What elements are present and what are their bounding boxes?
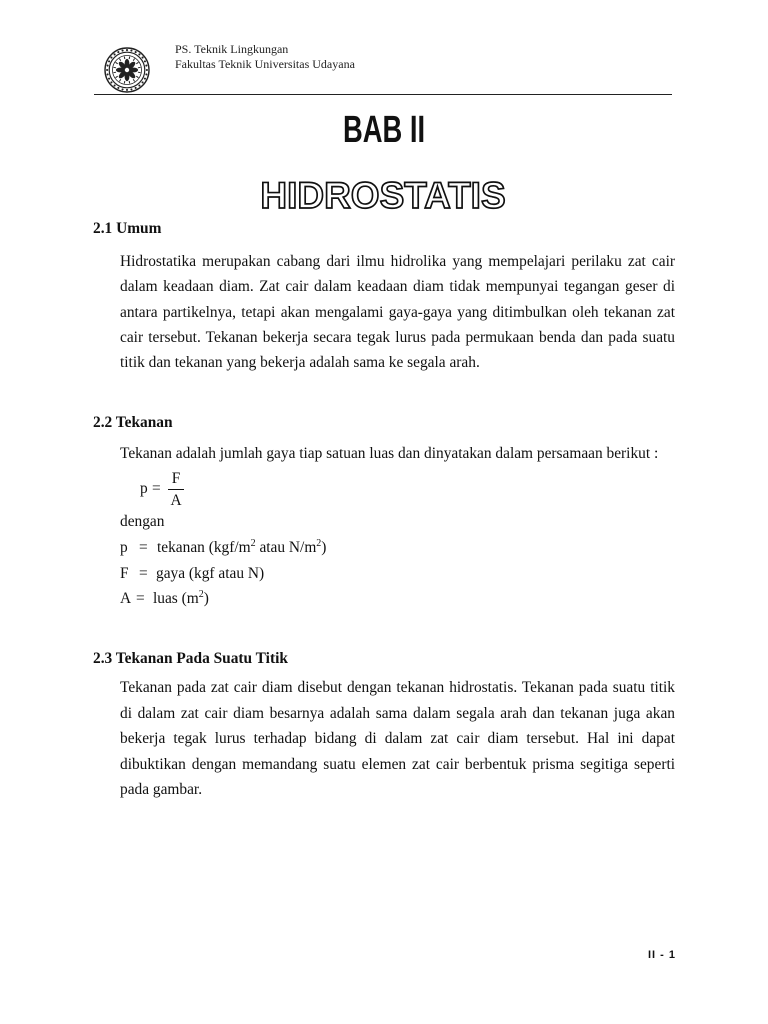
seal-ring-dot (117, 87, 119, 89)
seal-ring-dot (108, 78, 110, 80)
formula-numerator: F (171, 470, 181, 487)
university-seal-logo (104, 47, 150, 93)
seal-ray (113, 72, 116, 73)
seal-ray (113, 67, 116, 68)
definition-row (120, 539, 326, 557)
seal-ray (138, 67, 141, 68)
superscript: 2 (198, 589, 204, 600)
seal-ring-dot (142, 57, 144, 59)
definition-equals: = (136, 590, 145, 607)
section-2-3-paragraph (120, 675, 675, 803)
department-label: PS. Teknik Lingkungan (175, 42, 289, 56)
definition-row (120, 590, 209, 608)
seal-ring-dot (114, 53, 116, 55)
definition-symbol: p (120, 539, 128, 556)
definition-text: gaya (kgf atau N) (156, 565, 265, 582)
paragraph-line: pada gambar. (120, 781, 203, 798)
seal-ring-dot (110, 81, 112, 83)
seal-ring-dot (138, 85, 140, 87)
header-rule (94, 94, 672, 95)
faculty-label: Fakultas Teknik Universitas Udayana (175, 57, 355, 71)
seal-ring-dot (135, 87, 137, 89)
chapter-label: BAB II (342, 109, 426, 151)
section-2-2-intro: Tekanan adalah jumlah gaya tiap satuan luas dan dinyatakan dalam persamaan berikut : (120, 445, 659, 462)
seal-ray (129, 56, 130, 59)
definition-symbol: F (120, 565, 129, 582)
definition-text-part: atau N/m (255, 539, 317, 556)
definition-text-part: ) (321, 539, 327, 556)
seal-ring-dot (144, 60, 146, 62)
formula-denominator: A (170, 492, 182, 509)
seal-ray (124, 81, 125, 84)
paragraph-line: di dalam zat cair diam besarnya adalah sama dalam segala arah dan tekanan juga akan (120, 704, 675, 722)
seal-ring-dot (126, 89, 128, 91)
definition-text-part: tekanan (kgf/m (157, 539, 251, 556)
paragraph-line: antara partikelnya, tetapi akan mengalami gaya-gaya yang ditimbulkan oleh tekanan zat (120, 303, 675, 321)
seal-ring-dot (106, 69, 108, 71)
seal-ring-dot (142, 81, 144, 83)
seal-ring-dot (107, 73, 109, 75)
definition-symbol: A (120, 590, 132, 607)
definition-text-part: ) (203, 590, 209, 607)
where-label: dengan (120, 513, 165, 530)
seal-ring-dot (108, 60, 110, 62)
fraction-bar (168, 489, 184, 490)
seal-ring-dot (107, 65, 109, 67)
seal-ring-dot (117, 51, 119, 53)
definition-text (157, 539, 326, 556)
seal-ring-dot (138, 53, 140, 55)
chapter-label-container (0, 111, 768, 157)
seal-ring-dot (114, 85, 116, 87)
paragraph-line: titik dan tekanan yang bekerja adalah sama ke segala arah. (120, 354, 480, 372)
definition-text (153, 590, 209, 607)
section-2-1-paragraph (120, 249, 675, 375)
paragraph-line: Tekanan pada zat cair diam disebut dengan tekanan hidrostatis. Tekanan pada suatu titik (120, 679, 675, 696)
seal-ring-dot (110, 57, 112, 59)
chapter-title-container (0, 177, 767, 222)
formula-lhs: p (140, 480, 148, 497)
seal-ring-dot (144, 78, 146, 80)
seal-ring-dot (145, 73, 147, 75)
seal-center-dot (124, 67, 129, 72)
seal-ring-dot (130, 88, 132, 90)
superscript: 2 (250, 538, 256, 549)
formula-equals: = (152, 480, 161, 497)
seal-ring-dot (135, 51, 137, 53)
seal-ring-dot (122, 50, 124, 52)
seal-ray (124, 56, 125, 59)
superscript: 2 (316, 538, 322, 549)
seal-ring-dot (126, 49, 128, 51)
definition-text-part: luas (m (153, 590, 199, 607)
section-2-1-heading: 2.1 Umum (93, 220, 162, 237)
seal-ray (138, 72, 141, 73)
seal-ray (129, 81, 130, 84)
pressure-formula (140, 470, 190, 512)
seal-ring-dot (122, 88, 124, 90)
seal-ring-dot (146, 69, 148, 71)
paragraph-line: dibuktikan dengan memandang suatu elemen zat cair berbentuk prisma segitiga seperti (120, 755, 675, 773)
definition-equals: = (139, 539, 148, 556)
page-number: II - 1 (647, 949, 676, 961)
paragraph-line: dalam keadaan diam. Zat cair dalam keadaan diam tidak mempunyai tegangan geser di (120, 278, 675, 296)
section-2-2-heading: 2.2 Tekanan (93, 414, 173, 431)
section-2-3-heading: 2.3 Tekanan Pada Suatu Titik (93, 650, 288, 667)
definition-equals: = (139, 565, 148, 582)
seal-ring-dot (130, 50, 132, 52)
paragraph-line: bekerja tegak lurus terhadap bidang di dalam zat cair diam tersebut. Hal ini dapat (120, 730, 675, 747)
definition-row (120, 565, 264, 583)
chapter-title: HIDROSTATIS (260, 175, 506, 216)
paragraph-line: cair tersebut. Tekanan bekerja secara tegak lurus pada permukaan benda dan pada suatu (120, 328, 675, 346)
paragraph-line: Hidrostatika merupakan cabang dari ilmu hidrolika yang mempelajari perilaku zat cair (120, 253, 675, 270)
seal-ring-dot (145, 65, 147, 67)
